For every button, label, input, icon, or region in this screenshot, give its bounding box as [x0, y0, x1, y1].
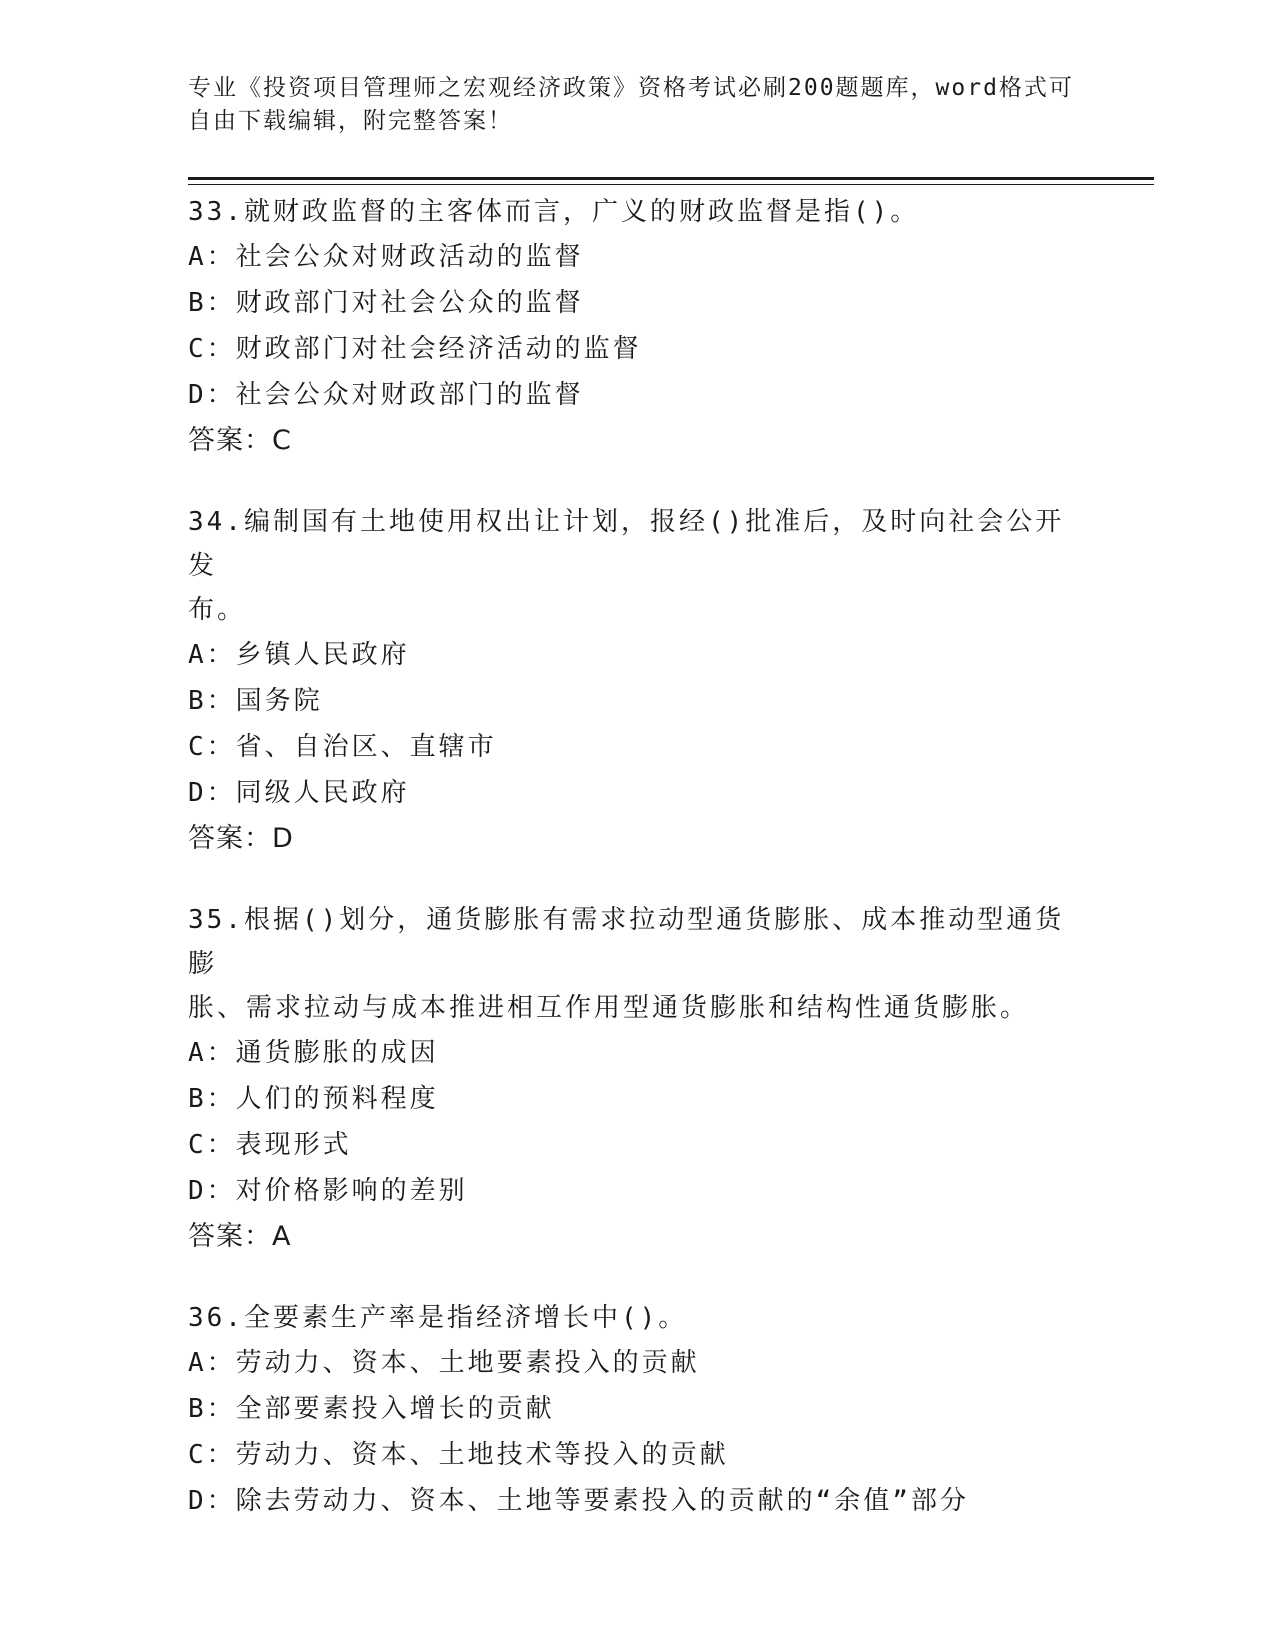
question-34	[188, 500, 1088, 862]
question-33	[188, 190, 1088, 464]
option-b: B：国务院	[188, 686, 323, 716]
question-text-continuation: 胀、需求拉动与成本推进相互作用型通货膨胀和结构性通货膨胀。	[188, 993, 1030, 1023]
header-rule-thin	[188, 184, 1154, 185]
option-d: D：除去劳动力、资本、土地等要素投入的贡献的“余值”部分	[188, 1486, 969, 1516]
option-c: C：表现形式	[188, 1130, 352, 1160]
question-text: 34.编制国有土地使用权出让计划，报经()批准后，及时向社会公开发	[188, 507, 1065, 581]
question-text: 35.根据()划分，通货膨胀有需求拉动型通货膨胀、成本推动型通货膨	[188, 905, 1065, 979]
question-36	[188, 1296, 1088, 1524]
header-line-2: 自由下载编辑，附完整答案！	[188, 108, 513, 134]
option-b: B：人们的预料程度	[188, 1084, 439, 1114]
option-a: A：乡镇人民政府	[188, 640, 410, 670]
option-d: D：社会公众对财政部门的监督	[188, 380, 584, 410]
option-a: A：通货膨胀的成因	[188, 1038, 439, 1068]
option-c: C：省、自治区、直辖市	[188, 732, 497, 762]
option-c: C：劳动力、资本、土地技术等投入的贡献	[188, 1440, 729, 1470]
option-d: D：对价格影响的差别	[188, 1176, 468, 1206]
answer-line: 答案：A	[188, 1221, 292, 1252]
option-c: C：财政部门对社会经济活动的监督	[188, 334, 642, 364]
header-rule-thick	[188, 177, 1154, 180]
question-35	[188, 898, 1088, 1260]
option-d: D：同级人民政府	[188, 778, 410, 808]
header-line-1: 专业《投资项目管理师之宏观经济政策》资格考试必刷200题题库，word格式可	[188, 75, 1074, 101]
option-a: A：劳动力、资本、土地要素投入的贡献	[188, 1348, 700, 1378]
document-header	[188, 72, 1088, 138]
option-b: B：全部要素投入增长的贡献	[188, 1394, 555, 1424]
option-a: A：社会公众对财政活动的监督	[188, 242, 584, 272]
question-text: 36.全要素生产率是指经济增长中()。	[188, 1303, 688, 1333]
question-text: 33.就财政监督的主客体而言，广义的财政监督是指()。	[188, 197, 920, 227]
answer-line: 答案：D	[188, 823, 294, 854]
question-list	[188, 190, 1088, 1560]
answer-line: 答案：C	[188, 425, 292, 456]
option-b: B：财政部门对社会公众的监督	[188, 288, 584, 318]
question-text-continuation: 布。	[188, 595, 247, 625]
